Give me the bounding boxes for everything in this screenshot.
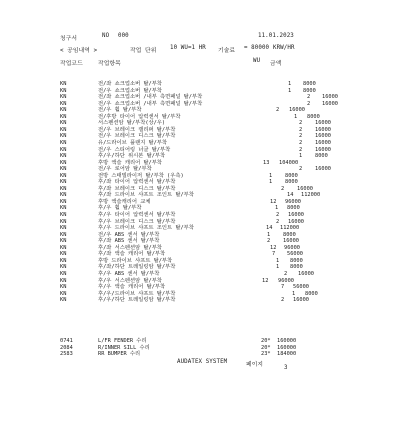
row-code: KN <box>60 231 67 238</box>
row-wu: 2 <box>299 139 303 146</box>
row-amount: 16000 <box>293 297 309 304</box>
column-header-item: 작업항목 <box>98 61 121 67</box>
document-date: 11.01.2023 <box>258 33 294 39</box>
row-amount: 16000 <box>297 185 313 192</box>
row-item: 전/우 스티어링 너클 탈/부착 <box>98 146 171 153</box>
row-item: 전/우 쇼크업소버 /내부 측면패널 탈/부착 <box>98 100 203 107</box>
tech-fee-unit: KRW/HR <box>273 45 295 51</box>
row-amount: 16000 <box>283 238 299 245</box>
row-item: 후/좌 타이어 압력센서 탈/부착 <box>98 179 176 186</box>
row-wu: 2 <box>281 297 285 304</box>
row-item: 후/우 액슬 캐리어 탈/부착 <box>98 284 166 291</box>
row-wu: 1 <box>299 153 303 160</box>
row-wu: 7 <box>281 284 285 291</box>
row-amount: 8000 <box>290 264 303 271</box>
work-unit-label: 작업 단위 <box>130 48 157 54</box>
row-item: 전방 스태빌라이저 탈/부착 (우측) <box>98 172 184 179</box>
row-code: KN <box>60 81 67 87</box>
row-wu: 20* <box>261 344 271 351</box>
row-wu: 2 <box>307 94 311 101</box>
row-wu: 2 <box>307 100 311 107</box>
row-amount: 8000 <box>285 172 298 179</box>
row-code: KN <box>60 257 67 264</box>
row-wu: 2 <box>299 166 303 173</box>
row-wu: 1 <box>269 172 273 179</box>
row-wu: 1 <box>292 290 296 297</box>
row-amount: 8000 <box>303 81 316 87</box>
row-item: 전/우 쇼크업소버 탈/부착 <box>98 87 162 94</box>
row-item: 후방 액슬 캐리어 탈/부착 <box>98 159 162 166</box>
row-code: KN <box>60 238 67 245</box>
row-code: KN <box>60 139 67 146</box>
row-item: 후/좌 액슬 캐리어 탈/부착 <box>98 251 166 258</box>
table-row <box>0 351 400 358</box>
row-amount: 16000 <box>289 107 305 114</box>
row-item: L/FR FENDER 수리 <box>98 338 147 344</box>
row-wu: 1 <box>269 179 273 186</box>
row-amount: 16000 <box>315 126 331 133</box>
row-wu: 1 <box>288 81 292 87</box>
row-code: KN <box>60 198 67 205</box>
row-item: RR BUMPER 수리 <box>98 351 141 357</box>
row-wu: 2 <box>299 146 303 153</box>
row-amount: 8000 <box>303 87 316 94</box>
row-wu: 2 <box>281 185 285 192</box>
row-item: 후/우/드라이브 샤프트 탈/부착 <box>98 290 176 297</box>
row-wu: 2 <box>284 270 288 277</box>
row-item: 후방 드라이브 샤프트 탈/부착 <box>98 257 173 264</box>
row-wu: 2 <box>276 212 280 218</box>
row-item: 전/우 휠 탈/부착 <box>98 107 142 114</box>
row-wu: 23* <box>261 351 271 357</box>
row-amount: 16000 <box>288 218 304 225</box>
row-amount: 160000 <box>277 338 297 344</box>
column-header-code: 작업코드 <box>60 61 83 67</box>
row-item: 유/드라이브 플랜지 탈/부착 <box>98 139 168 146</box>
row-wu: 12 <box>270 244 277 251</box>
row-code: KN <box>60 277 67 284</box>
row-wu: 2 <box>299 126 303 133</box>
row-code: KN <box>60 172 67 179</box>
row-amount: 16000 <box>322 100 338 107</box>
row-code: KN <box>60 133 67 140</box>
page-number: 3 <box>284 365 288 371</box>
row-wu: 2 <box>276 107 280 114</box>
row-item: 전/우 브레이크 캘리퍼 탈/부착 <box>98 126 176 133</box>
row-wu: 2 <box>299 133 303 140</box>
row-item: 후/우 서스펜션암 탈/부착 <box>98 277 162 284</box>
row-code: KN <box>60 270 67 277</box>
row-amount: 16000 <box>298 270 314 277</box>
row-item: 전/우 브레이크 디스크 탈/부착 <box>98 133 176 140</box>
row-code: KN <box>60 264 67 271</box>
row-code: KN <box>60 100 67 107</box>
row-item: 후/좌 ABS 센서 탈/부착 <box>98 238 160 245</box>
row-code: KN <box>60 284 67 291</box>
row-wu: 13 <box>263 159 270 166</box>
row-wu: 1 <box>275 205 279 212</box>
row-code: 2084 <box>60 344 73 351</box>
row-amount: 16000 <box>315 146 331 153</box>
row-item: 후/우 브레이크 디스크 탈/부착 <box>98 218 176 225</box>
row-item: 후방 액슬캐리어 교체 <box>98 198 151 205</box>
row-code: KN <box>60 179 67 186</box>
row-item: 후/좌 서스펜션암 탈/부착 <box>98 244 162 251</box>
page-label: 페이지 <box>246 362 264 368</box>
row-wu: 1 <box>294 113 298 120</box>
row-code: KN <box>60 126 67 133</box>
row-amount: 96000 <box>278 277 294 284</box>
row-amount: 104000 <box>279 159 299 166</box>
row-amount: 16000 <box>315 133 331 140</box>
column-header-amount: 금액 <box>270 61 282 67</box>
row-wu: 1 <box>288 87 292 94</box>
row-code: KN <box>60 87 67 94</box>
row-item: 후/좌/하단 트레일링암 탈/부착 <box>98 264 176 271</box>
row-amount: 112000 <box>280 225 300 232</box>
row-item: 후/좌 드라이브 샤프트 조인트 탈/부착 <box>98 192 194 199</box>
row-amount: 184000 <box>277 351 297 357</box>
no-label: NO <box>102 33 110 39</box>
row-amount: 8000 <box>315 153 328 160</box>
row-code: KN <box>60 218 67 225</box>
row-wu: 2 <box>276 218 280 225</box>
row-wu: 2 <box>299 120 303 127</box>
row-item: 후/우 드라이브 샤프트 조인트 탈/부착 <box>98 225 194 232</box>
row-amount: 16000 <box>288 212 304 218</box>
row-wu: 14 <box>266 225 273 232</box>
system-name: AUDATEX SYSTEM <box>177 359 228 365</box>
row-code: KN <box>60 107 67 114</box>
row-amount: 8000 <box>285 179 298 186</box>
row-code: KN <box>60 146 67 153</box>
row-code: KN <box>60 192 67 199</box>
row-code: KN <box>60 153 67 160</box>
row-code: KN <box>60 113 67 120</box>
row-code: KN <box>60 185 67 192</box>
row-item: 전/좌 쇼크업소버 /내부 측면패널 탈/부착 <box>98 94 203 101</box>
row-wu: 1 <box>276 264 280 271</box>
row-wu: 20* <box>261 338 271 344</box>
row-amount: 16000 <box>315 166 331 173</box>
document-label: 청구서 <box>60 36 78 42</box>
row-item: 후/좌 브레이크 디스크 탈/부착 <box>98 185 176 192</box>
row-amount: 96000 <box>285 198 301 205</box>
row-item: R/INNER SILL 수리 <box>98 344 150 351</box>
tech-fee-value: = 80000 <box>244 45 270 51</box>
row-item: 전/좌 쇼크업소버 탈/부착 <box>98 81 162 87</box>
row-wu: 1 <box>267 231 271 238</box>
row-amount: 96000 <box>284 244 300 251</box>
row-item: 후/우 ABS 센서 탈/부착 <box>98 270 160 277</box>
row-code: KN <box>60 212 67 218</box>
row-amount: 112000 <box>301 192 321 199</box>
row-amount: 16000 <box>315 120 331 127</box>
row-item: 후/우/하단 위시본 탈/부착 <box>98 153 166 160</box>
row-amount: 160000 <box>277 344 297 351</box>
row-amount: 8000 <box>283 231 296 238</box>
no-value: 000 <box>118 33 129 39</box>
row-code: 0741 <box>60 338 73 344</box>
row-amount: 8000 <box>305 290 318 297</box>
tech-fee-label: 기술료 <box>218 48 236 54</box>
row-amount: 8000 <box>287 205 300 212</box>
row-code: KN <box>60 225 67 232</box>
row-code: 2583 <box>60 351 73 357</box>
row-amount: 8000 <box>307 113 320 120</box>
row-item: 후/우 휠 탈/부착 <box>98 205 142 212</box>
row-amount: 56000 <box>293 284 309 291</box>
row-item: 후/우/하단 트레일링암 탈/부착 <box>98 297 176 304</box>
row-amount: 16000 <box>322 94 338 101</box>
row-item: 전/우 로어암 탈/부착 <box>98 166 152 173</box>
row-code: KN <box>60 297 67 304</box>
row-item: 전/후방 타이어 압력센서 탈/부착 <box>98 113 181 120</box>
row-code: KN <box>60 120 67 127</box>
row-code: KN <box>60 290 67 297</box>
row-code: KN <box>60 205 67 212</box>
row-item: 전/우 ABS 센서 탈/부착 <box>98 231 160 238</box>
row-amount: 56000 <box>287 251 303 258</box>
row-code: KN <box>60 166 67 173</box>
row-code: KN <box>60 94 67 101</box>
row-wu: 12 <box>270 198 277 205</box>
work-unit-value: 10 WU=1 HR <box>170 45 206 51</box>
row-wu: 2 <box>267 238 271 245</box>
row-item: 서스펜션암 탈/부착(상/우) <box>98 120 166 127</box>
row-wu: 14 <box>287 192 294 199</box>
row-amount: 16000 <box>315 139 331 146</box>
row-code: KN <box>60 159 67 166</box>
row-wu: 12 <box>262 277 269 284</box>
row-wu: 7 <box>272 251 276 258</box>
row-amount: 8000 <box>290 257 303 264</box>
row-wu: 1 <box>276 257 280 264</box>
column-header-wu: WU <box>253 58 261 64</box>
row-item: 후/우 타이어 압력센서 탈/부착 <box>98 212 176 218</box>
table-row <box>0 297 400 304</box>
row-code: KN <box>60 244 67 251</box>
labor-info-label: < 공임내역 > <box>60 48 98 54</box>
row-code: KN <box>60 251 67 258</box>
